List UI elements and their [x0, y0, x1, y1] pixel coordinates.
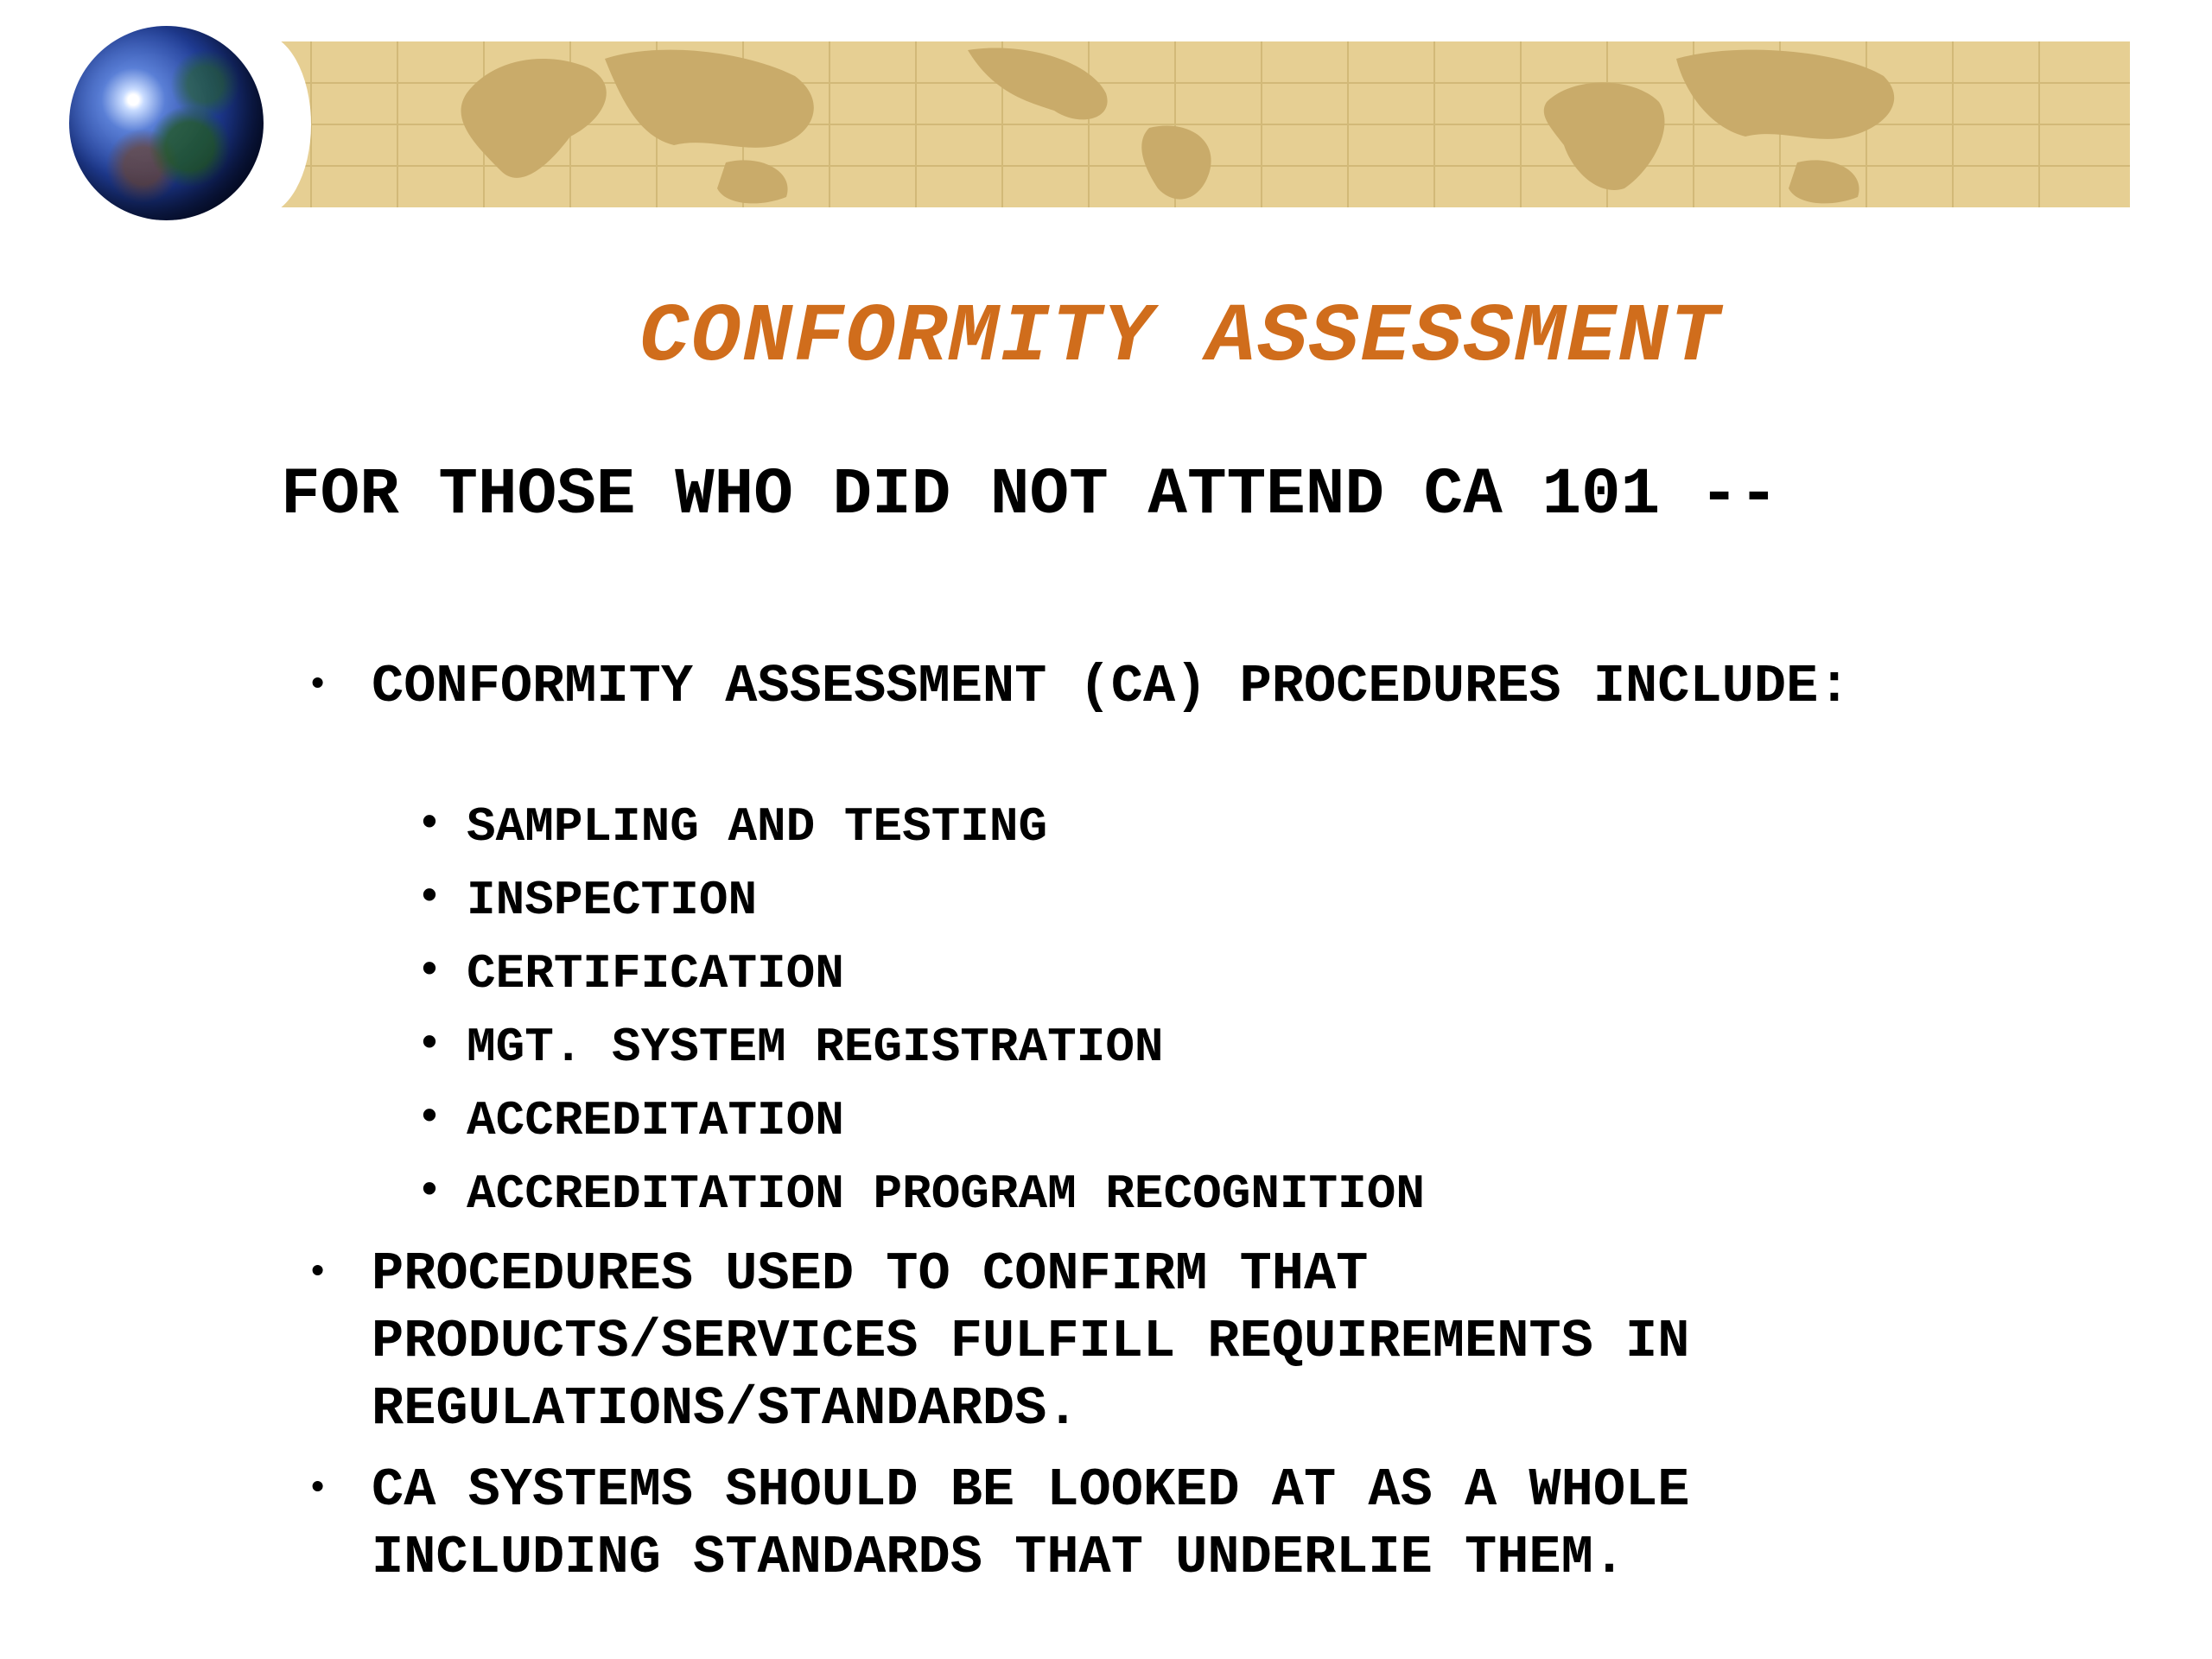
world-map-graphic — [259, 41, 2130, 207]
slide-title: CONFORMITY ASSESSMENT — [639, 290, 1721, 385]
bullet-icon: • — [307, 1468, 329, 1510]
sub-bullet-text: SAMPLING AND TESTING — [467, 799, 1048, 855]
bullet-icon: • — [307, 1252, 329, 1294]
sub-bullet-item — [416, 1017, 1164, 1077]
world-map-banner — [259, 41, 2130, 207]
sub-bullet-item — [416, 797, 1048, 857]
sub-bullet-icon: • — [416, 1020, 443, 1070]
globe-icon — [69, 26, 264, 220]
sub-bullet-text: ACCREDITATION PROGRAM RECOGNITION — [467, 1166, 1425, 1222]
bullet-icon: • — [307, 664, 329, 706]
sub-bullet-text: MGT. SYSTEM REGISTRATION — [467, 1020, 1164, 1075]
sub-bullet-icon: • — [416, 800, 443, 849]
bullet-text: CONFORMITY ASSESSMENT (CA) PROCEDURES INCLUDE: — [372, 656, 1851, 717]
sub-bullet-icon: • — [416, 947, 443, 996]
bullet-text: CA SYSTEMS SHOULD BE LOOKED AT AS A WHOLE INCLUDING STANDARDS THAT UNDERLIE THEM. — [372, 1459, 1690, 1588]
sub-bullet-text: CERTIFICATION — [467, 946, 844, 1001]
bullet-item — [307, 1457, 1927, 1592]
sub-bullet-icon: • — [416, 874, 443, 923]
bullet-text: PROCEDURES USED TO CONFIRM THAT PRODUCTS/SERVICES FULFILL REQUIREMENTS IN REGULATIONS/STANDARDS. — [372, 1243, 1690, 1440]
slide-subtitle: FOR THOSE WHO DID NOT ATTEND CA 101 -- — [281, 458, 1779, 532]
sub-bullet-text: INSPECTION — [467, 873, 758, 928]
sub-bullet-text: ACCREDITATION — [467, 1093, 844, 1148]
bullet-item — [307, 1241, 1927, 1443]
sub-bullet-icon: • — [416, 1094, 443, 1143]
sub-bullet-item — [416, 944, 844, 1004]
bullet-item — [307, 653, 1944, 721]
sub-bullet-icon: • — [416, 1167, 443, 1217]
sub-bullet-item — [416, 1164, 1425, 1224]
sub-bullet-item — [416, 1090, 844, 1151]
sub-bullet-item — [416, 870, 758, 931]
